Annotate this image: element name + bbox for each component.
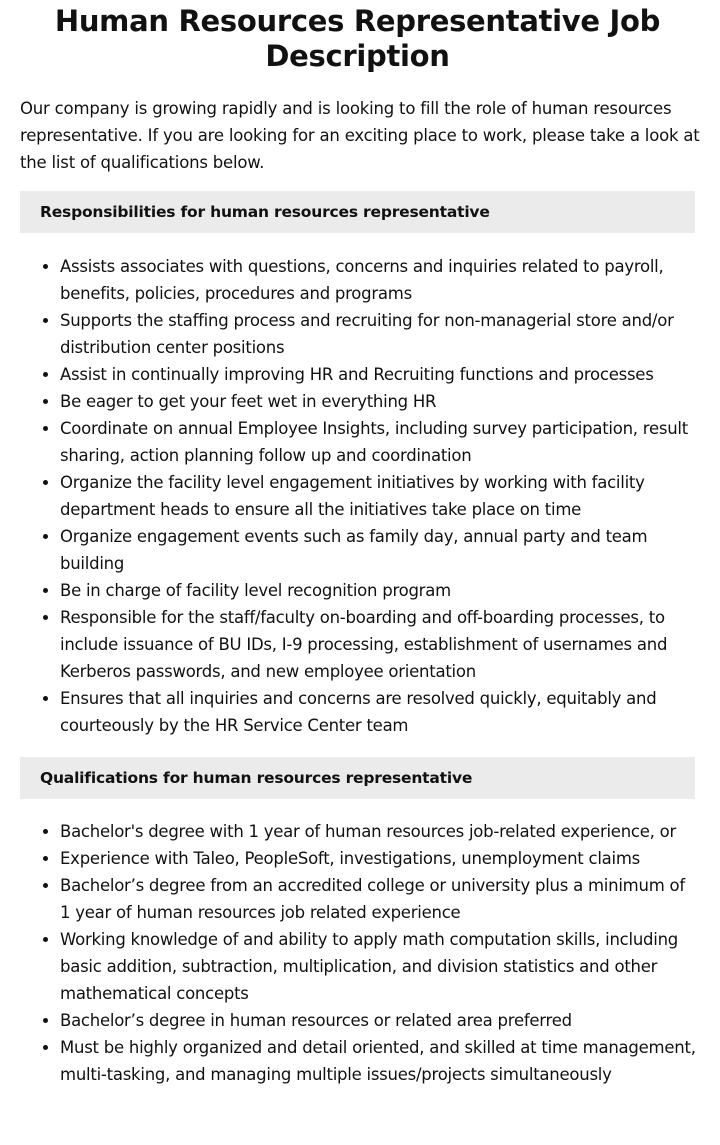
responsibilities-heading: Responsibilities for human resources representative	[20, 191, 695, 233]
responsibility-item: • Assist in continually improving HR and Recruiting functions and processes	[60, 361, 700, 388]
responsibility-item: • Be eager to get your feet wet in everything HR	[60, 388, 700, 415]
page-title: Human Resources Representative Job Description	[54, 4, 661, 73]
qualifications-heading: Qualifications for human resources representative	[20, 757, 695, 799]
responsibility-item: • Ensures that all inquiries and concerns are resolved quickly, equitably and courteously by the HR Service Center team	[60, 685, 700, 739]
qualification-item: • Bachelor’s degree in human resources or related area preferred	[60, 1007, 700, 1034]
qualification-item: • Experience with Taleo, PeopleSoft, investigations, unemployment claims	[60, 845, 700, 872]
responsibilities-list	[20, 253, 700, 739]
qualification-item: • Must be highly organized and detail oriented, and skilled at time management, multi-tasking, and managing multiple issues/projects simultaneously	[60, 1034, 700, 1088]
qualification-item: • Working knowledge of and ability to apply math computation skills, including basic addition, subtraction, multiplication, and division statistics and other mathematical concepts	[60, 926, 700, 1007]
responsibility-item: • Coordinate on annual Employee Insights, including survey participation, result sharing, action planning follow up and coordination	[60, 415, 700, 469]
qualification-item: • Bachelor’s degree from an accredited college or university plus a minimum of 1 year of human resources job related experience	[60, 872, 700, 926]
intro-paragraph: Our company is growing rapidly and is looking to fill the role of human resources representative. If you are looking for an exciting place to work, please take a look at the list of qualifications below.	[20, 99, 700, 172]
responsibility-item: • Assists associates with questions, concerns and inquiries related to payroll, benefits, policies, procedures and programs	[60, 253, 700, 307]
qualification-item: • Bachelor's degree with 1 year of human resources job-related experience, or	[60, 818, 700, 845]
responsibility-item: • Responsible for the staff/faculty on-boarding and off-boarding processes, to include issuance of BU IDs, I-9 processing, establishment of usernames and Kerberos passwords, and new employee orientation	[60, 604, 700, 685]
responsibility-item: • Supports the staffing process and recruiting for non-managerial store and/or distribution center positions	[60, 307, 700, 361]
responsibility-item: • Organize engagement events such as family day, annual party and team building	[60, 523, 700, 577]
responsibility-item: • Organize the facility level engagement initiatives by working with facility department heads to ensure all the initiatives take place on time	[60, 469, 700, 523]
qualifications-list	[20, 818, 700, 1088]
responsibility-item: • Be in charge of facility level recognition program	[60, 577, 700, 604]
